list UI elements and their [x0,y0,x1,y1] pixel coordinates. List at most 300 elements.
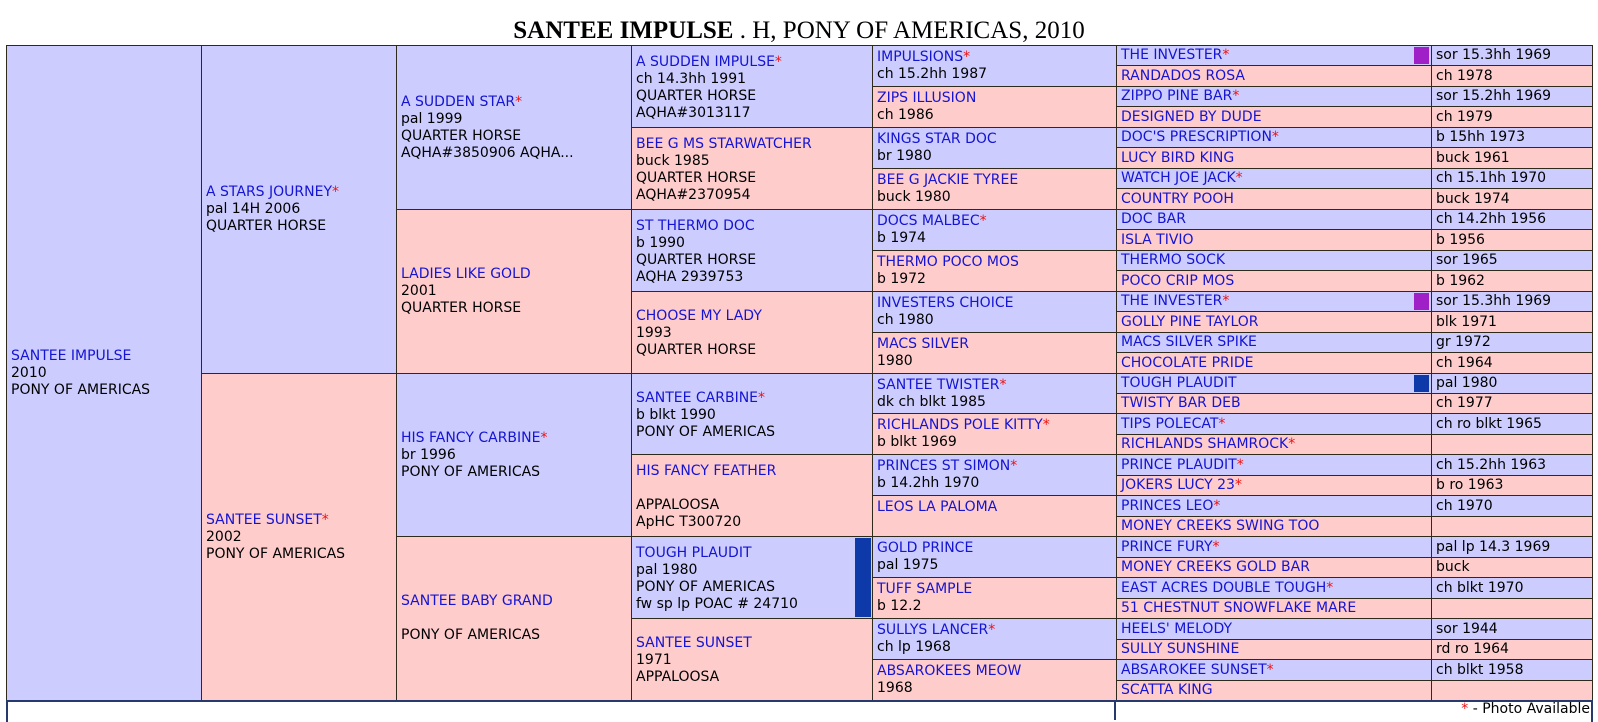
horse-cell-gen0 [6,45,202,701]
horse-cell-gen5 [1116,434,1432,455]
horse-name-text[interactable]: SULLYS LANCER [877,622,989,638]
horse-cell-gen4 [872,495,1117,537]
horse-name-text[interactable]: A SUDDEN IMPULSE [636,53,775,70]
horse-detail-gen5 [1431,495,1593,517]
horse-name-text[interactable]: SANTEE BABY GRAND [401,593,553,609]
horse-detail-line: sor 15.2hh 1969 [1436,88,1552,104]
horse-detail-line: 1971 [636,652,672,668]
horse-name-link[interactable]: 51 CHESTNUT SNOWFLAKE MARE [1121,600,1357,616]
photo-star-icon: * [774,53,782,70]
horse-name-link[interactable]: THERMO SOCK [1121,252,1226,268]
horse-name-text[interactable]: TOUGH PLAUDIT [636,544,752,561]
horse-detail-line: QUARTER HORSE [636,169,757,186]
horse-detail-line: buck 1980 [877,189,951,205]
horse-name-text[interactable]: KINGS STAR DOC [877,131,997,147]
horse-detail-line: b 1972 [877,271,926,287]
horse-cell-gen5 [1116,45,1432,66]
horse-detail-gen5 [1431,618,1593,640]
horse-cell-gen5 [1116,516,1432,537]
horse-cell-gen5 [1116,577,1432,599]
horse-detail-gen5 [1431,209,1593,230]
horse-detail-gen5 [1431,127,1593,148]
horse-name-link[interactable] [636,635,868,652]
horse-detail-line: PONY OF AMERICAS [206,545,346,562]
horse-cell-gen5 [1116,475,1432,496]
horse-detail-line: pal 1980 [1436,375,1498,391]
horse-cell-gen5 [1116,127,1432,148]
photo-star-icon: * [1222,47,1230,63]
horse-detail-line: pal 14H 2006 [206,201,301,217]
color-marker-purple [1414,47,1429,64]
horse-name-link[interactable]: MONEY CREEKS GOLD BAR [1121,559,1310,575]
photo-star-icon: * [1213,497,1221,514]
horse-detail-line: APPALOOSA [636,669,720,685]
horse-detail-gen5 [1431,311,1593,333]
horse-detail-line [401,610,627,627]
horse-detail-line [877,516,1112,533]
horse-name-link[interactable] [636,54,868,71]
horse-cell-gen4 [872,577,1117,619]
horse-cell-gen4 [872,332,1117,374]
horse-detail-gen5 [1431,45,1593,66]
horse-cell-gen4 [872,618,1117,660]
horse-name-link[interactable] [401,266,627,283]
horse-name-text[interactable]: THERMO POCO MOS [877,254,1019,270]
horse-cell-gen4 [872,45,1117,87]
horse-name-link[interactable] [636,218,868,235]
horse-cell-gen5 [1116,680,1432,701]
horse-name-text[interactable]: PRINCES ST SIMON [877,458,1011,474]
horse-detail-line: sor 1944 [1436,620,1498,637]
horse-name-link[interactable] [877,499,1112,516]
horse-name-link[interactable]: POCO CRIP MOS [1121,272,1235,289]
photo-star-icon: * [979,213,987,229]
horse-cell-gen3 [631,127,873,210]
horse-detail-gen5 [1431,577,1593,599]
horse-detail-line: b blkt 1990 [636,406,716,423]
horse-detail-line: b 1990 [636,234,685,251]
horse-detail-line: ch 15.2hh 1987 [877,66,988,82]
horse-detail-line: ch 15.1hh 1970 [1436,170,1547,186]
horse-detail-line [636,480,868,497]
horse-cell-gen4 [872,168,1117,210]
horse-detail-line: buck [1436,559,1470,575]
horse-detail-line: PONY OF AMERICAS [401,627,541,643]
horse-detail-line: ch blkt 1958 [1436,661,1524,678]
horse-detail-line: buck 1985 [636,152,710,169]
horse-name-text[interactable]: ZIPS ILLUSION [877,90,977,106]
horse-cell-gen5 [1116,536,1432,558]
horse-name-link[interactable] [877,49,1112,66]
horse-detail-line: b 1956 [1436,231,1485,248]
horse-name-link[interactable] [636,308,868,325]
horse-detail-gen5 [1431,352,1593,374]
horse-cell-gen5 [1116,65,1432,87]
horse-detail-line: b 1974 [877,230,926,246]
horse-detail-gen5 [1431,86,1593,107]
horse-name-text[interactable]: GOLD PRINCE [877,540,974,556]
photo-star-icon: * [1042,417,1050,433]
horse-detail-gen5 [1431,188,1593,210]
horse-detail-gen5 [1431,229,1593,251]
horse-detail-line: PONY OF AMERICAS [636,423,776,440]
horse-cell-gen5 [1116,106,1432,128]
horse-detail-line: PONY OF AMERICAS [401,463,541,480]
horse-cell-gen5 [1116,659,1432,681]
horse-cell-gen4 [872,86,1117,128]
photo-star-icon: * [988,622,996,638]
horse-detail-line: b ro 1963 [1436,477,1504,493]
photo-star-icon: * [1232,88,1240,104]
horse-detail-line: pal 1999 [401,110,463,127]
horse-name-link[interactable]: TIPS POLECAT [1121,415,1219,432]
horse-detail-gen5 [1431,659,1593,681]
horse-detail-gen5 [1431,373,1593,394]
horse-name-text[interactable]: IMPULSIONS [877,49,964,65]
horse-detail-gen5 [1431,454,1593,476]
horse-detail-line: b 14.2hh 1970 [877,475,980,491]
horse-detail-line: ch ro blkt 1965 [1436,415,1542,432]
horse-cell-gen3 [631,209,873,292]
horse-cell-gen5 [1116,413,1432,435]
horse-name-text[interactable]: LADIES LIKE GOLD [401,266,531,282]
horse-detail-line: b blkt 1969 [877,434,957,450]
horse-detail-line: gr 1972 [1436,334,1491,350]
horse-name-link[interactable] [877,336,1112,353]
horse-detail-gen5 [1431,106,1593,128]
photo-star-icon: * [1271,129,1279,145]
horse-cell-gen2 [396,536,632,701]
horse-detail-line: pal 1975 [877,557,939,573]
horse-detail-gen5 [1431,291,1593,312]
horse-name-link[interactable] [636,136,868,153]
horse-cell-gen2 [396,45,632,210]
horse-name-text[interactable]: A STARS JOURNEY [206,184,333,200]
horse-cell-gen4 [872,373,1117,414]
horse-detail-line: ApHC T300720 [636,513,742,530]
horse-name-text[interactable]: SANTEE TWISTER [877,376,1000,393]
horse-detail-line: br 1980 [877,148,932,164]
horse-detail-line: dk ch blkt 1985 [877,393,986,410]
horse-name-link[interactable] [877,213,1112,230]
horse-name-link[interactable] [877,295,1112,312]
horse-detail-line: ch lp 1968 [877,639,951,655]
photo-star-icon: * [1010,458,1018,474]
horse-detail-line: ch 1979 [1436,108,1493,125]
horse-detail-gen5 [1431,536,1593,558]
title-horse-name: SANTEE IMPULSE [513,17,734,44]
horse-name-text[interactable]: BEE G MS STARWATCHER [636,135,812,152]
horse-name-link[interactable] [206,512,392,529]
horse-name-link[interactable] [401,430,627,447]
horse-cell-gen3 [631,373,873,455]
horse-name-link[interactable]: EAST ACRES DOUBLE TOUGH [1121,579,1327,596]
horse-name-link[interactable] [877,663,1112,680]
horse-cell-gen5 [1116,311,1432,333]
horse-detail-line: ch 1977 [1436,395,1493,411]
horse-detail-line: ch 14.3hh 1991 [636,70,747,87]
horse-detail-line: buck 1974 [1436,190,1510,207]
horse-name-text[interactable]: SANTEE IMPULSE [11,347,132,364]
horse-name-link[interactable]: PRINCE FURY [1121,538,1213,555]
horse-name-text[interactable]: ABSAROKEES MEOW [877,663,1022,679]
horse-name-text[interactable]: INVESTERS CHOICE [877,295,1014,311]
photo-star-icon: * [332,184,340,200]
photo-star-icon: * [1234,477,1242,493]
horse-detail-line: 1993 [636,325,672,341]
horse-name-link[interactable] [877,417,1112,434]
horse-cell-gen2 [396,373,632,537]
photo-star-icon: * [1236,456,1244,473]
horse-cell-gen5 [1116,188,1432,210]
horse-cell-gen4 [872,659,1117,701]
horse-detail-line: ch 15.2hh 1963 [1436,456,1547,473]
horse-detail-line: blk 1971 [1436,313,1497,330]
horse-name-link[interactable]: RICHLANDS SHAMROCK [1121,436,1289,452]
horse-detail-line: sor 15.3hh 1969 [1436,293,1552,309]
horse-cell-gen4 [872,250,1117,292]
horse-detail-line: QUARTER HORSE [401,300,522,316]
horse-cell-gen5 [1116,270,1432,292]
horse-detail-line: ch 1978 [1436,67,1493,84]
horse-detail-line: 2002 [206,528,242,545]
horse-name-link[interactable]: THE INVESTER [1121,47,1223,63]
horse-name-link[interactable] [877,581,1112,598]
horse-cell-gen5 [1116,352,1432,374]
horse-name-link[interactable]: DOC BAR [1121,211,1186,227]
horse-name-link[interactable]: MONEY CREEKS SWING TOO [1121,518,1320,534]
color-marker-purple [1414,293,1429,310]
photo-star-icon: * [515,93,523,110]
horse-cell-gen5 [1116,229,1432,251]
horse-detail-gen5 [1431,475,1593,496]
horse-name-link[interactable]: DESIGNED BY DUDE [1121,108,1262,125]
horse-detail-gen5 [1431,639,1593,660]
horse-detail-line: 2010 [11,364,47,381]
photo-star-icon: * [540,429,548,446]
horse-detail-line: 2001 [401,283,437,299]
horse-detail-line: rd ro 1964 [1436,641,1509,657]
horse-cell-gen5 [1116,454,1432,476]
horse-name-link[interactable]: ABSAROKEE SUNSET [1121,661,1267,678]
photo-star-icon: * [1218,415,1226,432]
horse-cell-gen5 [1116,618,1432,640]
horse-name-link[interactable] [877,540,1112,557]
horse-detail-line: AQHA#2370954 [636,186,751,203]
horse-name-link[interactable]: TWISTY BAR DEB [1121,395,1241,411]
horse-name-text[interactable]: BEE G JACKIE TYREE [877,172,1019,188]
horse-detail-line: b 15hh 1973 [1436,129,1525,145]
horse-detail-gen5 [1431,147,1593,169]
horse-name-link[interactable]: DOC'S PRESCRIPTION [1121,129,1272,145]
horse-detail-line: ch 1986 [877,107,934,123]
horse-cell-gen4 [872,413,1117,455]
horse-cell-gen5 [1116,557,1432,578]
horse-cell-gen5 [1116,598,1432,619]
color-marker-blue [855,538,871,617]
horse-detail-line: sor 15.3hh 1969 [1436,47,1552,63]
horse-cell-gen4 [872,536,1117,578]
horse-name-link[interactable] [877,172,1112,189]
horse-name-link[interactable] [877,458,1112,475]
horse-detail-line: QUARTER HORSE [636,87,757,104]
horse-cell-gen5 [1116,250,1432,271]
horse-cell-gen5 [1116,393,1432,414]
horse-detail-gen5 [1431,65,1593,87]
horse-detail-line: 1980 [877,353,913,369]
horse-name-text[interactable]: RICHLANDS POLE KITTY [877,417,1043,433]
photo-label: - Photo Available [1468,701,1590,717]
horse-detail-line: b 12.2 [877,598,922,614]
horse-name-link[interactable]: THE INVESTER [1121,293,1223,309]
horse-cell-gen5 [1116,639,1432,660]
horse-cell-gen4 [872,127,1117,169]
horse-name-link[interactable] [206,184,392,201]
horse-name-link[interactable]: PRINCE PLAUDIT [1121,456,1237,473]
horse-cell-gen5 [1116,373,1432,394]
horse-cell-gen5 [1116,168,1432,189]
horse-detail-line: AQHA 2939753 [636,268,744,285]
horse-detail-gen5 [1431,332,1593,353]
horse-detail-gen5 [1431,393,1593,414]
horse-detail-line: sor 1965 [1436,252,1498,268]
horse-detail-gen5 [1431,598,1593,619]
photo-star-icon: * [1266,661,1274,678]
horse-detail-line: fw sp lp POAC # 24710 [636,595,798,612]
horse-cell-gen3 [631,454,873,537]
horse-detail-line: PONY OF AMERICAS [11,381,151,398]
horse-detail-line: 1968 [877,680,913,696]
horse-detail-line: pal 1980 [636,561,698,578]
horse-detail-gen5 [1431,434,1593,455]
color-marker-blue [1414,375,1429,392]
horse-detail-line: buck 1961 [1436,149,1510,166]
horse-name-link[interactable] [877,377,1112,394]
horse-detail-line: PONY OF AMERICAS [636,578,776,595]
horse-name-link[interactable]: MACS SILVER SPIKE [1121,334,1257,350]
photo-star-icon: * [1235,170,1243,186]
photo-star-icon: * [1326,579,1334,596]
horse-detail-gen5 [1431,168,1593,189]
horse-name-link[interactable]: HEELS' MELODY [1121,620,1233,637]
horse-cell-gen3 [631,291,873,374]
horse-cell-gen1 [201,373,397,701]
horse-name-text[interactable]: A SUDDEN STAR [401,93,516,110]
horse-name-text[interactable]: TUFF SAMPLE [877,581,973,597]
horse-name-link[interactable] [877,131,1112,148]
horse-detail-line: ch 1970 [1436,497,1493,514]
horse-name-link[interactable]: LUCY BIRD KING [1121,149,1235,166]
horse-name-link[interactable]: ZIPPO PINE BAR [1121,88,1233,104]
horse-detail-line: QUARTER HORSE [636,342,757,358]
photo-legend [1461,700,1590,718]
photo-star-icon: * [1222,293,1230,309]
horse-name-link[interactable] [401,94,627,111]
horse-detail-line: QUARTER HORSE [401,127,522,144]
title-details: . H, PONY OF AMERICAS, 2010 [733,17,1085,44]
horse-detail-line: b 1962 [1436,272,1485,289]
horse-name-text[interactable]: HIS FANCY CARBINE [401,429,541,446]
photo-star-icon: * [999,376,1007,393]
horse-cell-gen4 [872,209,1117,251]
horse-detail-line: AQHA#3850906 AQHA... [401,144,574,161]
horse-detail-line: QUARTER HORSE [636,251,757,268]
horse-cell-gen3 [631,536,873,619]
photo-star-icon: * [1288,436,1296,452]
horse-cell-gen4 [872,291,1117,333]
horse-cell-gen3 [631,45,873,128]
horse-detail-line: ch 1980 [877,312,934,328]
horse-detail-gen5 [1431,516,1593,537]
horse-name-link[interactable]: JOKERS LUCY 23 [1121,477,1235,493]
horse-name-link[interactable]: ISLA TIVIO [1121,231,1194,248]
horse-name-link[interactable] [636,545,868,562]
horse-cell-gen4 [872,454,1117,496]
horse-detail-line: APPALOOSA [636,496,720,513]
horse-cell-gen5 [1116,495,1432,517]
horse-cell-gen1 [201,45,397,374]
horse-name-link[interactable]: PRINCES LEO [1121,497,1214,514]
horse-detail-line: ch 14.2hh 1956 [1436,211,1547,227]
horse-name-link[interactable]: TOUGH PLAUDIT [1121,375,1237,391]
horse-name-link[interactable] [877,622,1112,639]
horse-detail-gen5 [1431,413,1593,435]
horse-name-text[interactable]: SANTEE SUNSET [636,635,752,651]
photo-star-icon: * [963,49,971,65]
horse-name-text[interactable]: ST THERMO DOC [636,217,755,234]
horse-name-link[interactable] [11,348,197,365]
photo-star-icon: * [321,511,329,528]
horse-name-text[interactable]: CHOOSE MY LADY [636,308,762,324]
horse-name-link[interactable] [877,254,1112,271]
horse-cell-gen5 [1116,147,1432,169]
photo-star-icon: * [758,389,766,406]
horse-name-text[interactable]: SANTEE CARBINE [636,389,759,406]
horse-name-link[interactable] [636,463,868,480]
horse-detail-line: br 1996 [401,446,456,463]
horse-name-link[interactable]: WATCH JOE JACK [1121,170,1236,186]
horse-name-text[interactable]: HIS FANCY FEATHER [636,462,777,479]
horse-cell-gen5 [1116,86,1432,107]
footer-divider [1114,700,1116,720]
horse-detail-gen5 [1431,250,1593,271]
photo-star-icon: * [1212,538,1220,555]
horse-name-text[interactable]: DOCS MALBEC [877,213,980,229]
horse-detail-line: pal lp 14.3 1969 [1436,538,1551,555]
horse-name-link[interactable]: SCATTA KING [1121,682,1213,698]
horse-name-link[interactable] [877,90,1112,107]
horse-name-text[interactable]: SANTEE SUNSET [206,511,322,528]
horse-name-link[interactable] [636,390,868,407]
horse-name-link[interactable]: GOLLY PINE TAYLOR [1121,313,1259,330]
horse-cell-gen5 [1116,209,1432,230]
horse-detail-gen5 [1431,680,1593,701]
horse-name-link[interactable] [401,593,627,610]
photo-star-icon: * [1461,701,1469,717]
horse-detail-gen5 [1431,270,1593,292]
horse-cell-gen2 [396,209,632,374]
horse-cell-gen3 [631,618,873,701]
horse-cell-gen5 [1116,291,1432,312]
horse-detail-gen5 [1431,557,1593,578]
horse-name-text[interactable]: MACS SILVER [877,336,969,352]
horse-name-link[interactable]: RANDADOS ROSA [1121,67,1245,84]
horse-name-text[interactable]: LEOS LA PALOMA [877,499,998,515]
horse-name-link[interactable]: CHOCOLATE PRIDE [1121,354,1254,371]
horse-name-link[interactable]: COUNTRY POOH [1121,190,1234,207]
horse-name-link[interactable]: SULLY SUNSHINE [1121,641,1240,657]
horse-detail-line: QUARTER HORSE [206,218,327,234]
